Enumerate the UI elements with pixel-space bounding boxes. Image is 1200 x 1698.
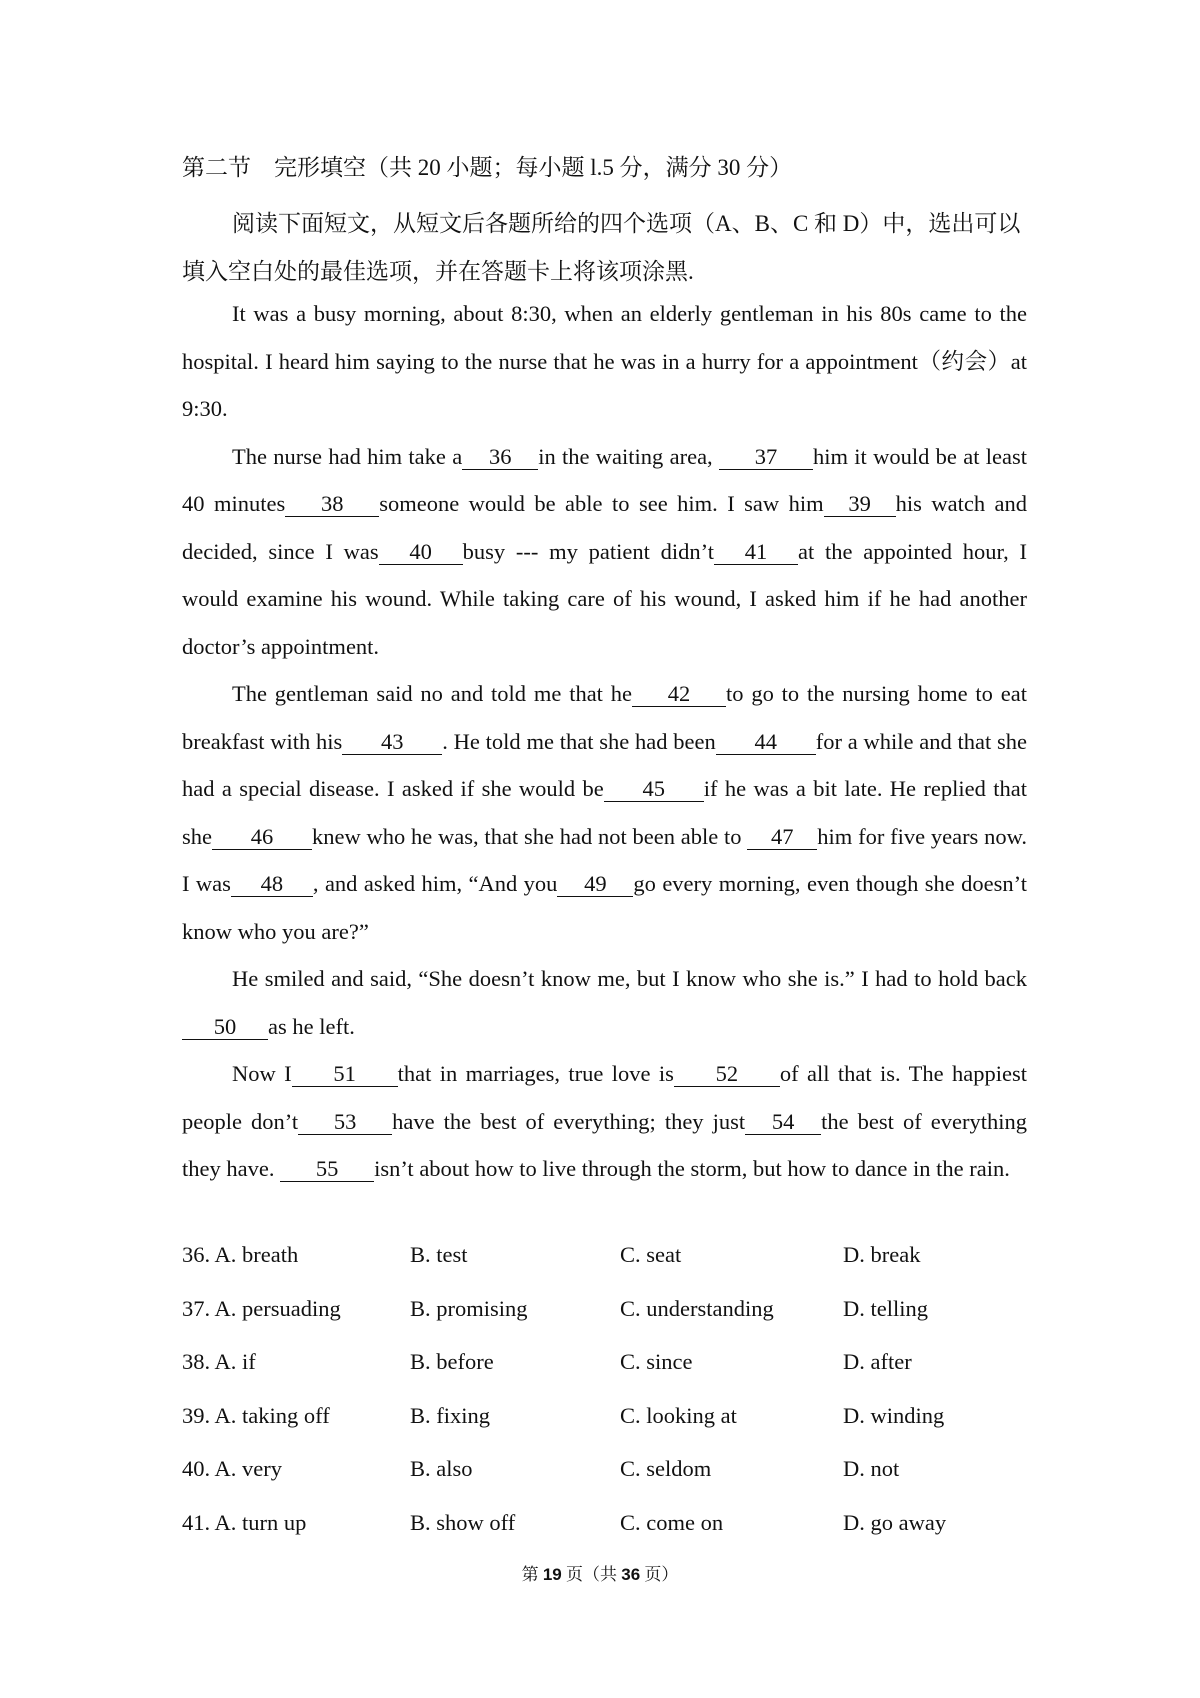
blank-44: 44 (716, 730, 816, 755)
blank-45: 45 (604, 777, 704, 802)
option-d: D. not (843, 1456, 900, 1482)
option-b: B. show off (410, 1509, 516, 1535)
option-b: B. before (410, 1349, 494, 1375)
text-segment: The gentleman said no and told me that he (232, 681, 632, 706)
blank-36: 36 (462, 445, 538, 470)
blank-55: 55 (280, 1157, 374, 1182)
paragraph-1: It was a busy morning, about 8:30, when an elderly gentleman in his 80s came to the hospital. I heard him saying to the nurse that he was in a hurry for a appointment（约会）at 9:30. (182, 301, 1027, 421)
option-b: B. promising (410, 1295, 528, 1321)
instructions: 阅读下面短文，从短文后各题所给的四个选项（A、B、C 和 D）中，选出可以填入空白处的最佳选项，并在答题卡上将该项涂黑. (182, 211, 1021, 284)
option-d: D. break (843, 1242, 921, 1267)
option-b: B. test (410, 1242, 468, 1267)
blank-46: 46 (212, 825, 312, 850)
option-d: D. winding (843, 1402, 945, 1428)
option-c: C. since (620, 1349, 693, 1375)
text-segment: Now I (232, 1061, 292, 1086)
paragraph-2 (182, 433, 1027, 671)
option-a: 36. A. breath (182, 1242, 299, 1267)
option-row-40 (182, 1456, 1042, 1510)
option-a: 37. A. persuading (182, 1295, 341, 1321)
text-segment: isn’t about how to live through the storm, but how to dance in the rain. (374, 1156, 1010, 1181)
option-c: C. seat (620, 1242, 682, 1267)
option-row-41 (182, 1510, 1042, 1564)
blank-49: 49 (557, 872, 633, 897)
footer-suffix: 页） (640, 1565, 679, 1584)
option-a: 38. A. if (182, 1349, 256, 1375)
blank-48: 48 (231, 872, 313, 897)
total-page-number: 36 (621, 1565, 641, 1584)
blank-47: 47 (747, 825, 817, 850)
option-a: 39. A. taking off (182, 1402, 330, 1428)
option-a: 41. A. turn up (182, 1509, 307, 1535)
blank-54: 54 (745, 1110, 821, 1135)
text-segment: as he left. (268, 1013, 355, 1039)
text-segment: at the appointed hour, I would examine his wound. While taking care of his wound, I asked him if he had another doctor’s appointment. (182, 538, 1027, 659)
option-c: C. come on (620, 1509, 724, 1535)
blank-53: 53 (298, 1110, 392, 1135)
text-segment: of all that is. The happiest people don’t (182, 1061, 1027, 1134)
blank-37: 37 (719, 445, 813, 470)
text-segment: someone would be able to see him. I saw him (379, 491, 824, 516)
option-row-38 (182, 1349, 1042, 1403)
text-segment: him it would be at least 40 minutes (182, 443, 1027, 516)
text-segment: , and asked him, “And you (312, 871, 558, 896)
blank-42: 42 (632, 682, 726, 707)
paragraph-3 (182, 670, 1027, 955)
blank-52: 52 (674, 1062, 780, 1087)
text-segment: He smiled and said, “She doesn’t know me, but I know who she is.” I had to hold back (232, 966, 1027, 991)
option-row-37 (182, 1296, 1042, 1350)
footer-middle: 页（共 (561, 1565, 622, 1584)
answer-options (182, 1242, 1042, 1564)
text-segment: the best of everything they have. (182, 1108, 1028, 1181)
blank-40: 40 (379, 540, 463, 565)
text-segment: knew who he was, that she had not been able to (312, 823, 742, 849)
text-segment: for a while and that she had a special disease. I asked if she would be (182, 728, 1028, 801)
blank-38: 38 (285, 492, 379, 517)
option-c: C. looking at (620, 1402, 737, 1428)
blank-51: 51 (292, 1062, 398, 1087)
blank-39: 39 (824, 492, 896, 517)
text-segment: . He told me that she had been (442, 728, 716, 754)
text-segment: go every morning, even though she doesn’t know who you are?” (182, 871, 1027, 944)
paragraph-4 (182, 955, 1027, 1050)
text-segment: if he was a bit late. He replied that she (182, 776, 1027, 849)
blank-43: 43 (342, 730, 442, 755)
blank-41: 41 (714, 540, 798, 565)
option-row-39 (182, 1403, 1042, 1457)
page-number-footer (0, 1560, 1200, 1585)
text-segment: in the waiting area, (538, 443, 713, 469)
section-title: 第二节 完形填空（共 20 小题；每小题 l.5 分，满分 30 分） (182, 155, 793, 180)
option-a: 40. A. very (182, 1456, 282, 1482)
text-segment: have the best of everything; they just (392, 1108, 746, 1134)
option-row-36 (182, 1242, 1042, 1296)
footer-prefix: 第 (521, 1565, 543, 1584)
option-d: D. telling (843, 1295, 928, 1321)
option-d: D. go away (843, 1509, 947, 1535)
text-segment: The nurse had him take a (232, 443, 463, 469)
current-page-number: 19 (542, 1565, 562, 1584)
text-segment: him for five years now. I was (182, 823, 1027, 896)
text-segment: that in marriages, true love is (397, 1061, 674, 1086)
text-segment: his watch and decided, since I was (182, 491, 1028, 564)
blank-50: 50 (182, 1015, 268, 1040)
cloze-passage (182, 290, 1027, 1193)
option-d: D. after (843, 1349, 912, 1375)
text-segment: to go to the nursing home to eat breakfast with his (182, 681, 1027, 754)
option-c: C. understanding (620, 1295, 774, 1321)
paragraph-5 (182, 1050, 1027, 1193)
option-c: C. seldom (620, 1456, 712, 1482)
text-segment: busy --- my patient didn’t (462, 538, 714, 564)
option-b: B. also (410, 1456, 473, 1482)
option-b: B. fixing (410, 1402, 491, 1428)
